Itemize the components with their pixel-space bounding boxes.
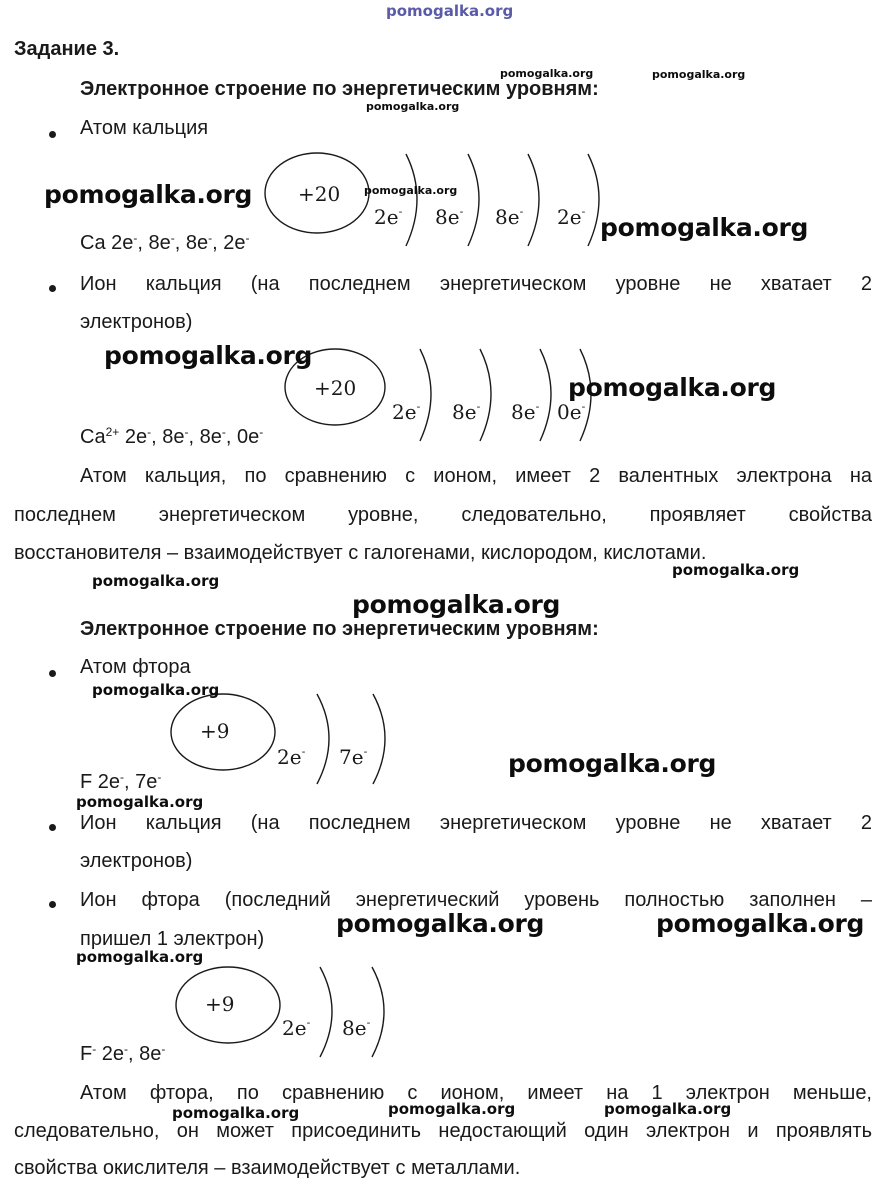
shell-arc-1 [406, 154, 417, 246]
bullet-dot [49, 670, 56, 677]
watermark: pomogalka.org [92, 572, 220, 590]
watermark: pomogalka.org [604, 1100, 732, 1118]
bullet-ion-calcium-line2: электронов) [80, 311, 193, 333]
shell-label-2: 7e- [339, 745, 368, 769]
shell-arc-1 [420, 349, 431, 441]
calcium-ion-formula: $Ca^{2+}$ 2e-, 8e-, 8e-, 0e- [80, 425, 264, 448]
shell-arc-4 [588, 154, 599, 246]
task-title: Задание 3. [14, 38, 120, 60]
watermark: pomogalka.org [600, 213, 809, 242]
shell-label-1: 2e- [374, 205, 403, 229]
watermark: pomogalka.org [44, 180, 253, 209]
watermark: pomogalka.org [172, 1104, 300, 1122]
fluorine-atom-diagram [165, 692, 405, 792]
header-watermark[interactable]: pomogalka.org [386, 2, 514, 20]
extra-bullet-line1: Ион кальция (на последнем энергетическом уровне не хватает 2 [80, 812, 872, 834]
bullet-dot [49, 824, 56, 831]
watermark: pomogalka.org [508, 749, 717, 778]
nucleus-charge: +20 [314, 376, 357, 400]
watermark: pomogalka.org [76, 948, 204, 966]
watermark: pomogalka.org [76, 793, 204, 811]
bullet-ion-calcium-line1: Ион кальция (на последнем энергетическом уровне не хватает 2 [80, 273, 872, 295]
shell-arc-1 [317, 694, 329, 784]
section1-paragraph-line3: восстановителя – взаимодействует с галогенами, кислородом, кислотами. [14, 542, 707, 564]
shell-label-4: 0e- [557, 400, 586, 424]
shell-label-2: 8e- [435, 205, 464, 229]
fluorine-ion-diagram [170, 965, 410, 1065]
shell-label-1: 2e- [392, 400, 421, 424]
section2-paragraph-line3: свойства окислителя – взаимодействует с металлами. [14, 1157, 521, 1179]
fluorine-formula: F 2e-, 7e- [80, 770, 162, 793]
shell-label-4: 2e- [557, 205, 586, 229]
watermark: pomogalka.org [336, 909, 545, 938]
watermark: pomogalka.org [388, 1100, 516, 1118]
watermark: pomogalka.org [500, 67, 594, 80]
shell-label-3: 8e- [511, 400, 540, 424]
nucleus-charge: +20 [298, 182, 341, 206]
section1-paragraph-line1: Атом кальция, по сравнению с ионом, имеет 2 валентных электрона на [80, 465, 872, 487]
nucleus-charge: +9 [200, 719, 230, 743]
fluorine-ion-formula: F- 2e-, 8e- [80, 1042, 166, 1065]
watermark: pomogalka.org [366, 100, 460, 113]
watermark: pomogalka.org [364, 184, 458, 197]
section1-heading: Электронное строение по энергетическим уровням: [80, 78, 599, 100]
watermark: pomogalka.org [92, 681, 220, 699]
shell-arc-3 [540, 349, 551, 441]
calcium-atom-diagram [260, 150, 620, 250]
shell-arc-2 [373, 694, 385, 784]
shell-arc-2 [480, 349, 491, 441]
watermark: pomogalka.org [104, 341, 313, 370]
bullet-dot [49, 285, 56, 292]
bullet-atom-calcium: Атом кальция [80, 117, 209, 139]
shell-label-2: 8e- [452, 400, 481, 424]
watermark: pomogalka.org [568, 373, 777, 402]
bullet-atom-fluorine: Атом фтора [80, 656, 191, 678]
bullet-ion-fluorine-line1: Ион фтора (последний энергетический уровень полностью заполнен – [80, 889, 872, 911]
shell-label-3: 8e- [495, 205, 524, 229]
shell-arc-3 [528, 154, 539, 246]
watermark: pomogalka.org [652, 68, 746, 81]
shell-label-1: 2e- [282, 1016, 311, 1040]
watermark: pomogalka.org [656, 909, 865, 938]
shell-arc-2 [372, 967, 384, 1057]
nucleus-charge: +9 [205, 992, 235, 1016]
watermark: pomogalka.org [672, 561, 800, 579]
bullet-dot [49, 131, 56, 138]
bullet-ion-fluorine-line2: пришел 1 электрон) [80, 928, 265, 950]
section2-paragraph-line2: следовательно, он может присоединить недостающий один электрон и проявлять [14, 1120, 872, 1142]
calcium-formula: Ca 2e-, 8e-, 8e-, 2e- [80, 231, 250, 254]
shell-label-1: 2e- [277, 745, 306, 769]
section2-heading: Электронное строение по энергетическим уровням: [80, 618, 599, 640]
section1-paragraph-line2: последнем энергетическом уровне, следовательно, проявляет свойства [14, 504, 872, 526]
extra-bullet-line2: электронов) [80, 850, 193, 872]
section2-paragraph-line1: Атом фтора, по сравнению с ионом, имеет на 1 электрон меньше, [80, 1082, 872, 1104]
shell-arc-2 [468, 154, 479, 246]
shell-label-2: 8e- [342, 1016, 371, 1040]
shell-arc-1 [320, 967, 332, 1057]
watermark: pomogalka.org [352, 590, 561, 619]
bullet-dot [49, 901, 56, 908]
